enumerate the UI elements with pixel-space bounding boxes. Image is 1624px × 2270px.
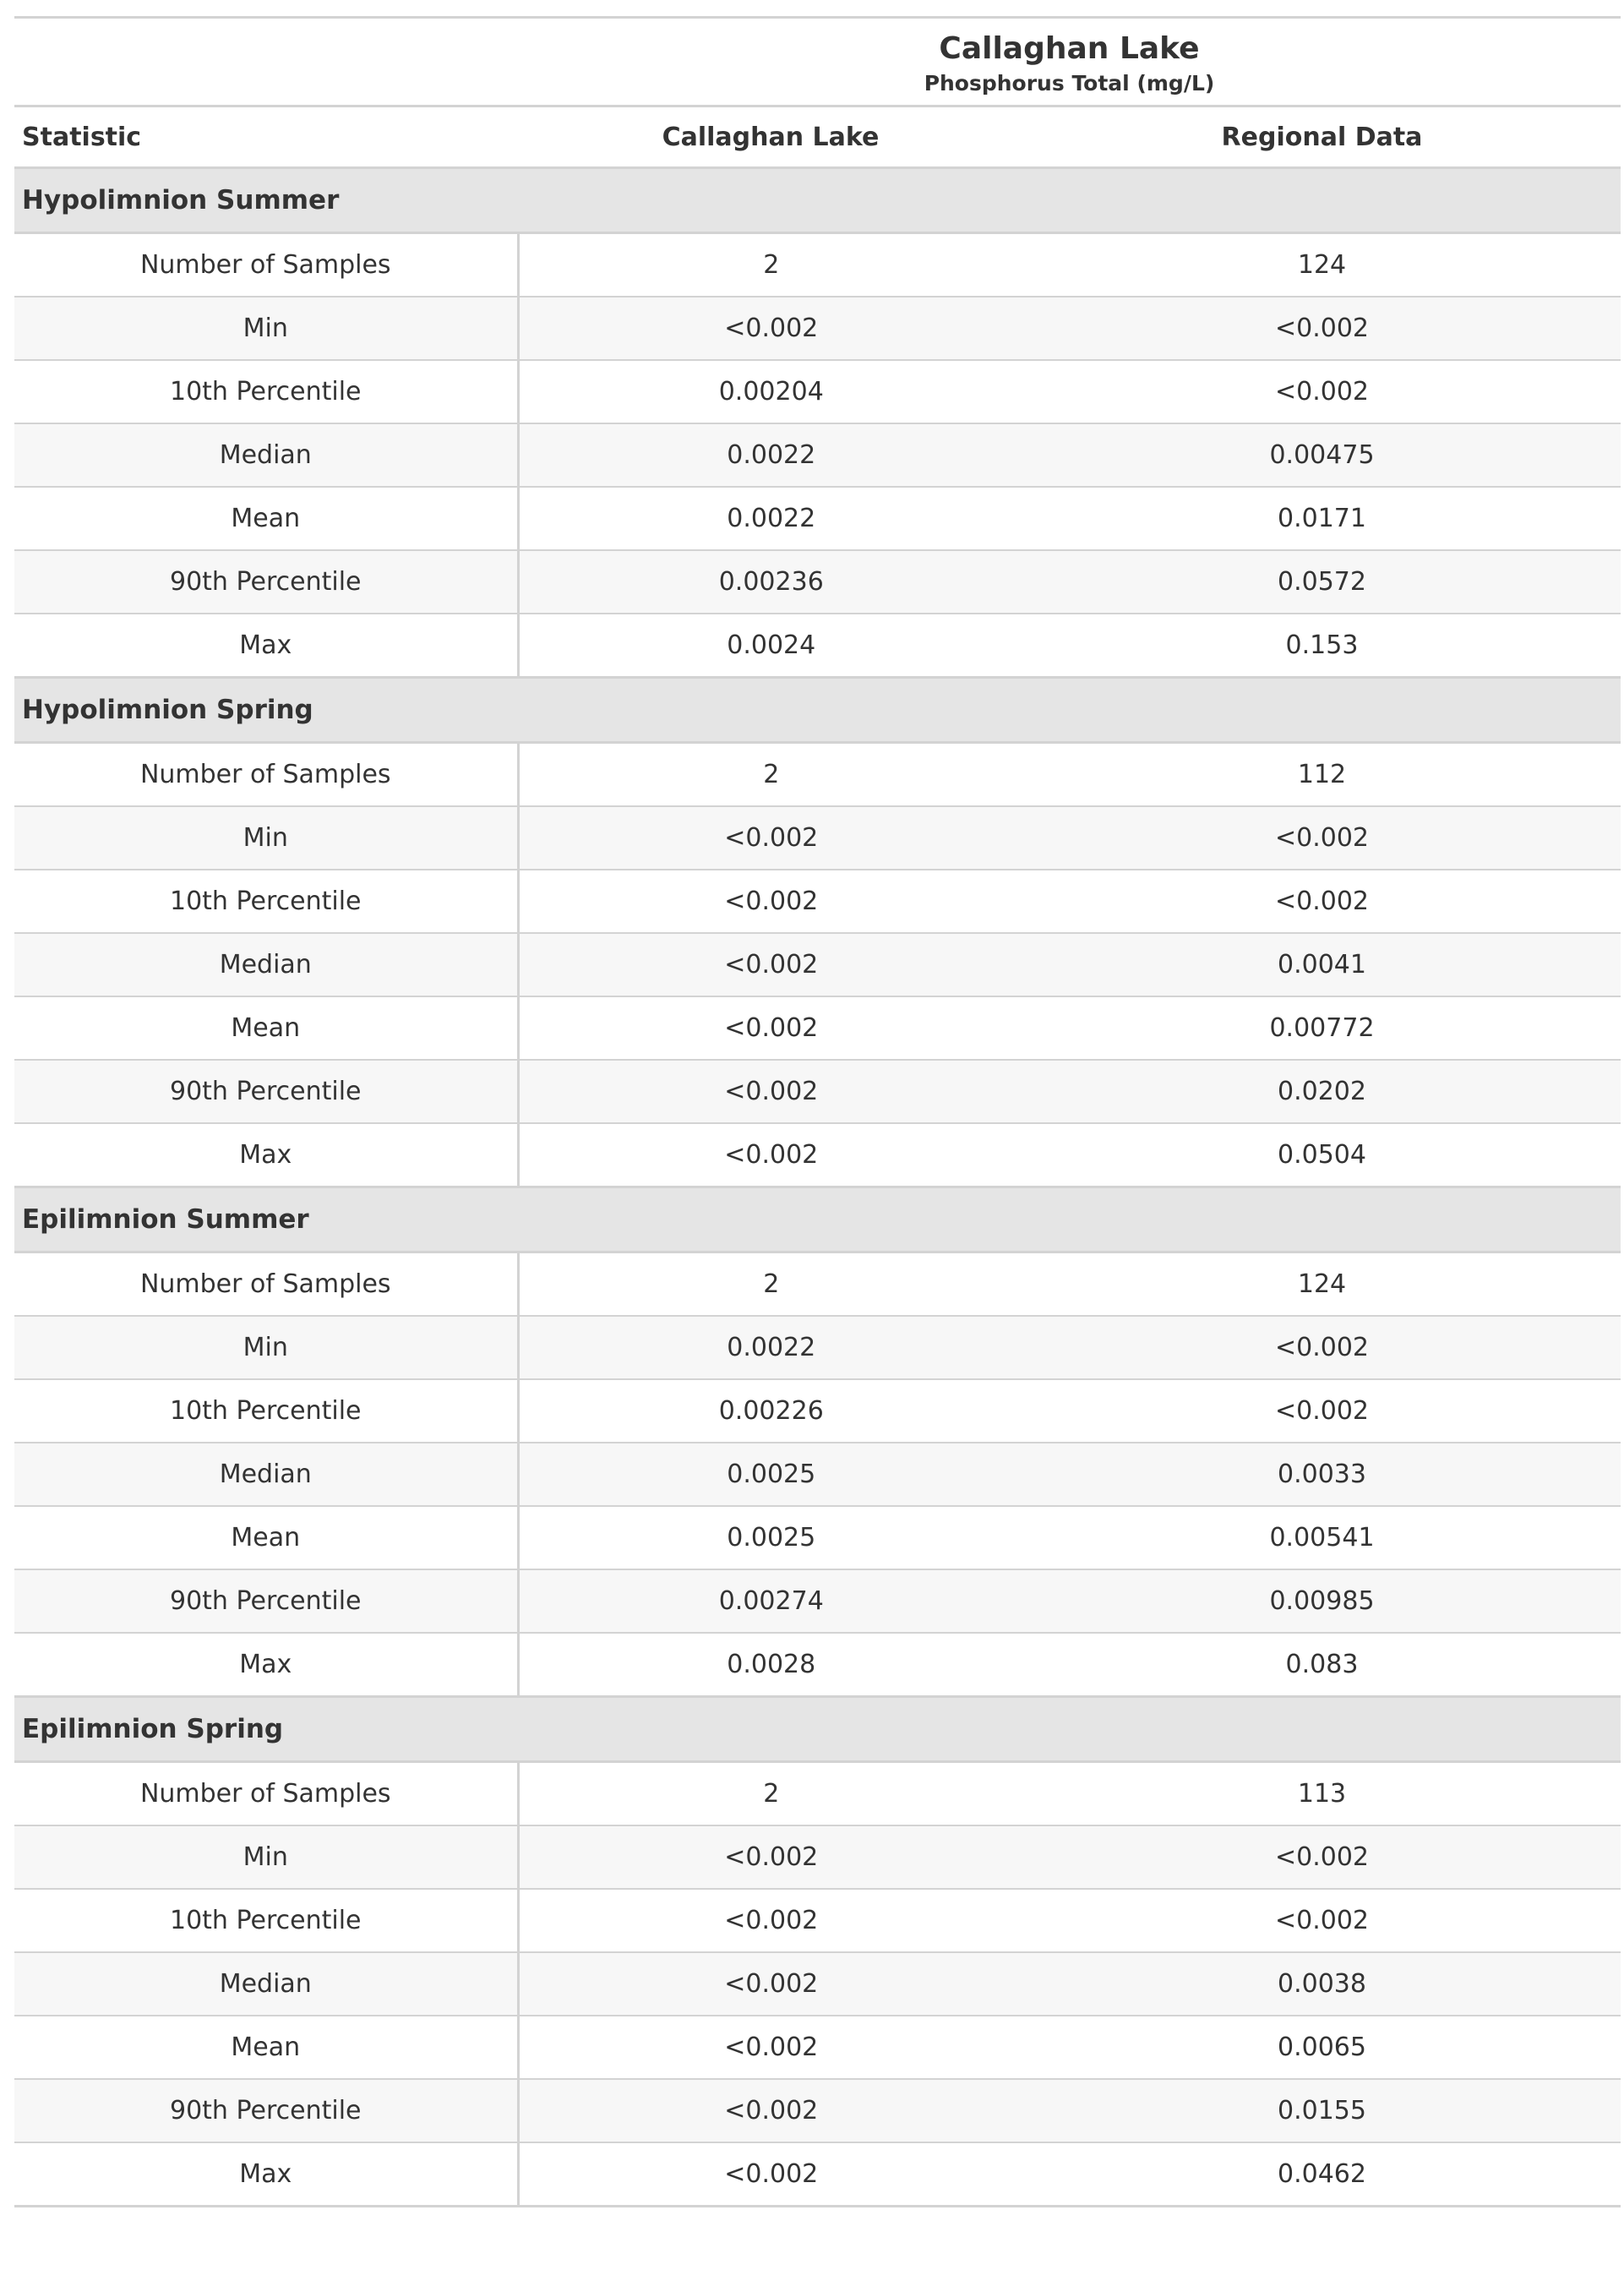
group-label: Hypolimnion Summer xyxy=(14,168,1621,233)
lake-value-cell: 0.0025 xyxy=(518,1443,1023,1506)
regional-value-cell: 0.00541 xyxy=(1023,1506,1621,1569)
lake-value-cell: 0.00236 xyxy=(518,550,1023,614)
lake-value-cell: 2 xyxy=(518,233,1023,297)
statistic-cell: Max xyxy=(14,1633,518,1697)
regional-value-cell: 0.0041 xyxy=(1023,933,1621,996)
regional-value-cell: 0.153 xyxy=(1023,614,1621,678)
group-header-row xyxy=(14,678,1621,743)
regional-value-cell: <0.002 xyxy=(1023,1889,1621,1952)
regional-value-cell: <0.002 xyxy=(1023,870,1621,933)
regional-value-cell: <0.002 xyxy=(1023,1379,1621,1443)
regional-value-cell: 112 xyxy=(1023,743,1621,807)
column-header-row xyxy=(14,106,1621,168)
regional-value-cell: <0.002 xyxy=(1023,297,1621,360)
lake-value-cell: 0.0025 xyxy=(518,1506,1023,1569)
regional-value-cell: 0.0033 xyxy=(1023,1443,1621,1506)
lake-value-cell: 0.00204 xyxy=(518,360,1023,423)
table-row xyxy=(14,1379,1621,1443)
table-row xyxy=(14,1825,1621,1889)
table-row xyxy=(14,233,1621,297)
statistic-cell: 90th Percentile xyxy=(14,2079,518,2142)
statistic-cell: Number of Samples xyxy=(14,233,518,297)
statistic-cell: Mean xyxy=(14,487,518,550)
statistic-cell: Median xyxy=(14,1443,518,1506)
lake-value-cell: 0.00226 xyxy=(518,1379,1023,1443)
statistic-cell: Mean xyxy=(14,1506,518,1569)
table-row xyxy=(14,1060,1621,1123)
table-title: Callaghan Lake xyxy=(939,31,1200,66)
lake-value-cell: 0.0028 xyxy=(518,1633,1023,1697)
regional-value-cell: 0.0462 xyxy=(1023,2142,1621,2207)
group-label: Epilimnion Summer xyxy=(14,1187,1621,1252)
regional-value-cell: <0.002 xyxy=(1023,360,1621,423)
regional-value-cell: 0.0572 xyxy=(1023,550,1621,614)
regional-value-cell: 0.083 xyxy=(1023,1633,1621,1697)
lake-value-cell: 2 xyxy=(518,743,1023,807)
statistic-cell: Max xyxy=(14,1123,518,1187)
statistic-cell: Median xyxy=(14,933,518,996)
group-label: Hypolimnion Spring xyxy=(14,678,1621,743)
table-row xyxy=(14,743,1621,807)
statistic-cell: Mean xyxy=(14,996,518,1060)
table-row xyxy=(14,1506,1621,1569)
regional-value-cell: <0.002 xyxy=(1023,1316,1621,1379)
statistic-cell: 10th Percentile xyxy=(14,1379,518,1443)
table-row xyxy=(14,870,1621,933)
statistic-cell: 90th Percentile xyxy=(14,1569,518,1633)
table-row xyxy=(14,1762,1621,1826)
regional-value-cell: 124 xyxy=(1023,233,1621,297)
statistic-cell: 90th Percentile xyxy=(14,550,518,614)
regional-value-cell: 0.0202 xyxy=(1023,1060,1621,1123)
lake-value-cell: 2 xyxy=(518,1252,1023,1317)
lake-value-cell: <0.002 xyxy=(518,933,1023,996)
table-row xyxy=(14,550,1621,614)
table-row xyxy=(14,1443,1621,1506)
table-subtitle: Phosphorus Total (mg/L) xyxy=(14,71,1621,106)
table-row xyxy=(14,1252,1621,1317)
column-header-regional: Regional Data xyxy=(1023,106,1621,168)
group-header-row xyxy=(14,1697,1621,1762)
group-header-row xyxy=(14,1187,1621,1252)
lake-value-cell: <0.002 xyxy=(518,1952,1023,2016)
regional-value-cell: 0.0065 xyxy=(1023,2016,1621,2079)
statistic-cell: 90th Percentile xyxy=(14,1060,518,1123)
table-row xyxy=(14,614,1621,678)
statistic-cell: Mean xyxy=(14,2016,518,2079)
lake-value-cell: <0.002 xyxy=(518,2142,1023,2207)
lake-value-cell: <0.002 xyxy=(518,870,1023,933)
lake-value-cell: 0.0022 xyxy=(518,423,1023,487)
lake-value-cell: 2 xyxy=(518,1762,1023,1826)
table-row xyxy=(14,1633,1621,1697)
regional-value-cell: 113 xyxy=(1023,1762,1621,1826)
table-row xyxy=(14,2016,1621,2079)
table-row xyxy=(14,1952,1621,2016)
table-body xyxy=(14,168,1621,2207)
regional-value-cell: <0.002 xyxy=(1023,806,1621,870)
regional-value-cell: 0.0038 xyxy=(1023,1952,1621,2016)
table-row xyxy=(14,996,1621,1060)
table-row xyxy=(14,297,1621,360)
statistic-cell: Min xyxy=(14,1825,518,1889)
statistics-table xyxy=(14,16,1621,2207)
statistic-cell: 10th Percentile xyxy=(14,360,518,423)
lake-value-cell: <0.002 xyxy=(518,1060,1023,1123)
regional-value-cell: 0.0155 xyxy=(1023,2079,1621,2142)
regional-value-cell: 0.00985 xyxy=(1023,1569,1621,1633)
statistic-cell: Min xyxy=(14,297,518,360)
lake-value-cell: 0.0022 xyxy=(518,487,1023,550)
statistic-cell: Min xyxy=(14,1316,518,1379)
table-container xyxy=(14,16,1621,2207)
regional-value-cell: 124 xyxy=(1023,1252,1621,1317)
regional-value-cell: <0.002 xyxy=(1023,1825,1621,1889)
column-header-lake: Callaghan Lake xyxy=(518,106,1023,168)
statistic-cell: Number of Samples xyxy=(14,743,518,807)
regional-value-cell: 0.0171 xyxy=(1023,487,1621,550)
statistic-cell: Number of Samples xyxy=(14,1762,518,1826)
lake-value-cell: <0.002 xyxy=(518,1123,1023,1187)
table-row xyxy=(14,487,1621,550)
table-row xyxy=(14,1316,1621,1379)
lake-value-cell: <0.002 xyxy=(518,806,1023,870)
group-header-row xyxy=(14,168,1621,233)
statistic-cell: Median xyxy=(14,1952,518,2016)
lake-value-cell: 0.0022 xyxy=(518,1316,1023,1379)
statistic-cell: 10th Percentile xyxy=(14,870,518,933)
lake-value-cell: <0.002 xyxy=(518,1889,1023,1952)
table-header xyxy=(14,18,1621,168)
regional-value-cell: 0.00772 xyxy=(1023,996,1621,1060)
table-row xyxy=(14,1889,1621,1952)
lake-value-cell: <0.002 xyxy=(518,996,1023,1060)
statistic-cell: Max xyxy=(14,614,518,678)
lake-value-cell: 0.00274 xyxy=(518,1569,1023,1633)
column-header-statistic: Statistic xyxy=(14,106,518,168)
table-row xyxy=(14,2079,1621,2142)
regional-value-cell: 0.00475 xyxy=(1023,423,1621,487)
table-row xyxy=(14,933,1621,996)
table-row xyxy=(14,806,1621,870)
table-row xyxy=(14,1569,1621,1633)
regional-value-cell: 0.0504 xyxy=(1023,1123,1621,1187)
statistic-cell: Median xyxy=(14,423,518,487)
table-row xyxy=(14,2142,1621,2207)
statistic-cell: Max xyxy=(14,2142,518,2207)
group-label: Epilimnion Spring xyxy=(14,1697,1621,1762)
lake-value-cell: <0.002 xyxy=(518,297,1023,360)
statistic-cell: Min xyxy=(14,806,518,870)
statistic-cell: Number of Samples xyxy=(14,1252,518,1317)
lake-value-cell: <0.002 xyxy=(518,2016,1023,2079)
table-row xyxy=(14,1123,1621,1187)
lake-value-cell: <0.002 xyxy=(518,1825,1023,1889)
table-row xyxy=(14,360,1621,423)
table-row xyxy=(14,423,1621,487)
statistic-cell: 10th Percentile xyxy=(14,1889,518,1952)
lake-value-cell: 0.0024 xyxy=(518,614,1023,678)
lake-value-cell: <0.002 xyxy=(518,2079,1023,2142)
